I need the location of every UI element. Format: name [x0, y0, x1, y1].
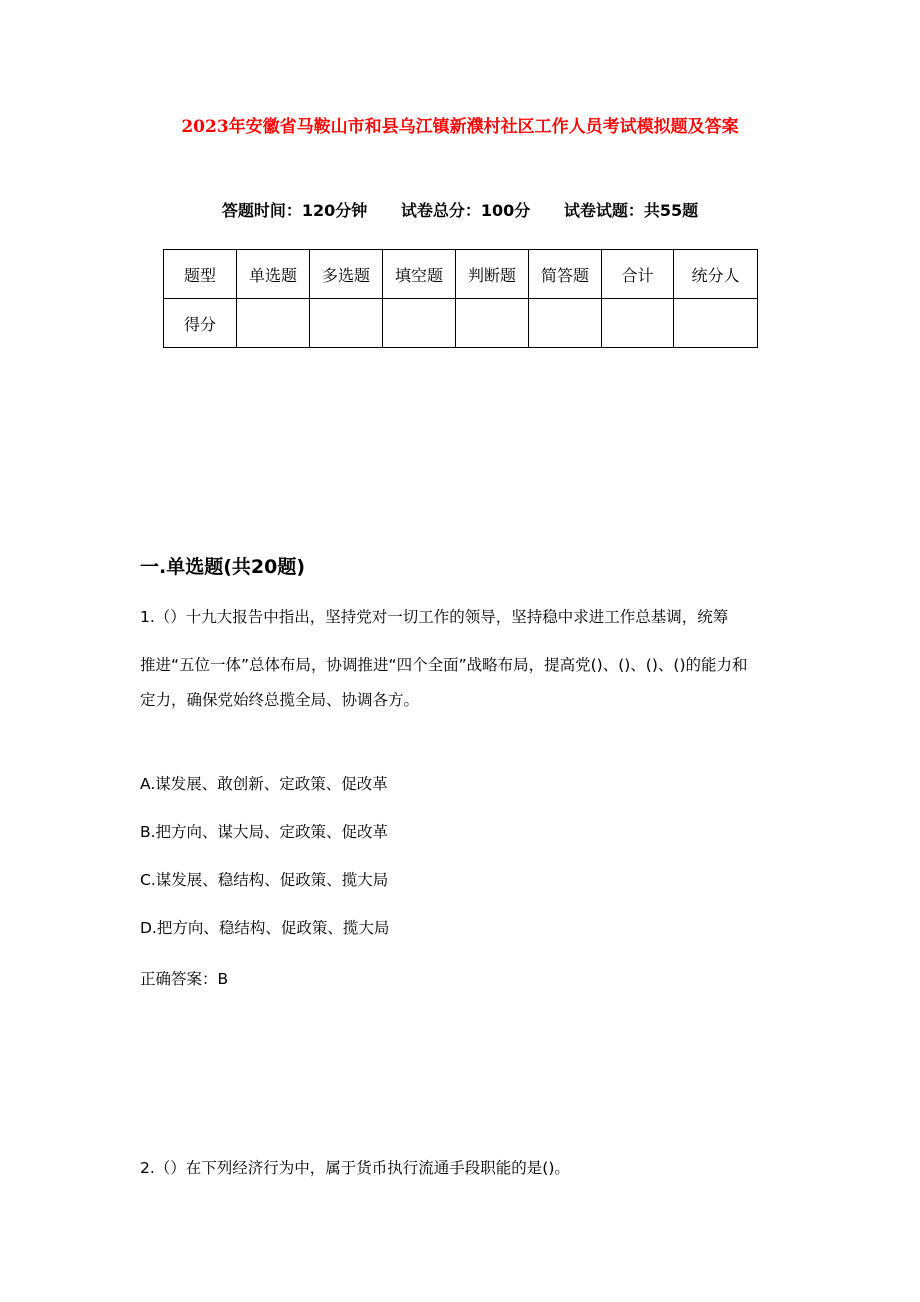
exam-info: [0, 198, 920, 221]
option-b: B.把方向、谋大局、定政策、促改革: [140, 823, 389, 841]
table-header: 合计: [602, 250, 674, 299]
table-row: [164, 299, 758, 348]
question-2: 2.（）在下列经济行为中，属于货币执行流通手段职能的是()。: [140, 1159, 570, 1177]
section-heading: 一.单选题(共20题): [140, 556, 306, 578]
table-header: 判断题: [456, 250, 529, 299]
question-1-line: 1.（）十九大报告中指出，坚持党对一切工作的领导，坚持稳中求进工作总基调，统筹: [140, 608, 729, 626]
answer: 正确答案：B: [140, 970, 229, 988]
table-header: 简答题: [529, 250, 602, 299]
row-label: 得分: [164, 299, 237, 348]
score-table: [163, 249, 758, 348]
score-cell: [674, 299, 758, 348]
option-d: D.把方向、稳结构、促政策、揽大局: [140, 919, 390, 937]
exam-total: 试卷总分：100分: [400, 201, 531, 220]
score-cell: [456, 299, 529, 348]
question-1-line: 定力，确保党始终总揽全局、协调各方。: [140, 691, 420, 709]
option-a: A.谋发展、敢创新、定政策、促改革: [140, 775, 388, 793]
table-header: 单选题: [237, 250, 310, 299]
score-cell: [383, 299, 456, 348]
score-cell: [310, 299, 383, 348]
score-cell: [237, 299, 310, 348]
table-header: 多选题: [310, 250, 383, 299]
exam-count: 试卷试题：共55题: [563, 201, 699, 220]
table-header: 统分人: [674, 250, 758, 299]
exam-time: 答题时间：120分钟: [221, 201, 368, 220]
table-header: 填空题: [383, 250, 456, 299]
table-header-row: [164, 250, 758, 299]
option-c: C.谋发展、稳结构、促政策、揽大局: [140, 871, 389, 889]
score-cell: [529, 299, 602, 348]
score-cell: [602, 299, 674, 348]
table-header: 题型: [164, 250, 237, 299]
question-1-line: 推进“五位一体”总体布局，协调推进“四个全面”战略布局，提高党()、()、()、()的能力和: [140, 656, 748, 674]
document-title: 2023年安徽省马鞍山市和县乌江镇新濮村社区工作人员考试模拟题及答案: [181, 117, 739, 137]
